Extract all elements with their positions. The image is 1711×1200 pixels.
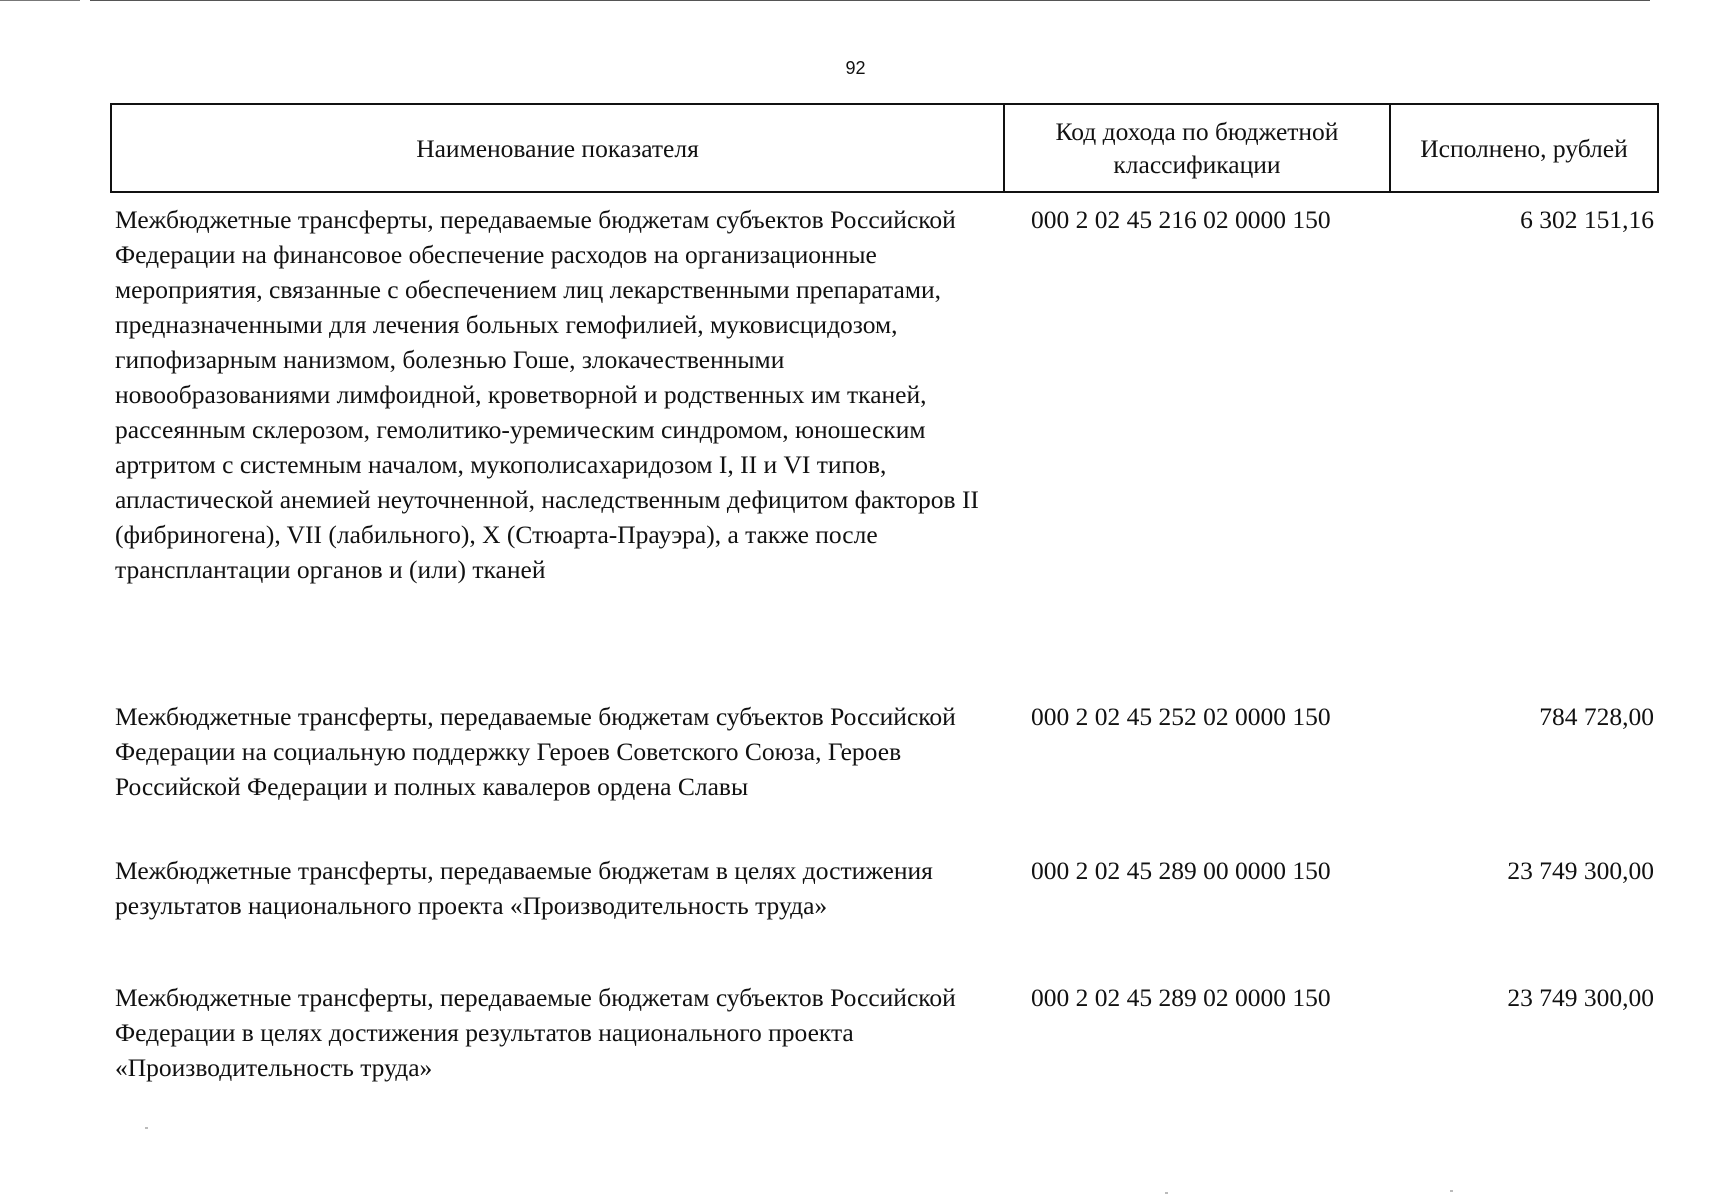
indicator-name-cell: Межбюджетные трансферты, передаваемые бюджетам субъектов Российской Федерации на социальную поддержку Героев Советского Союза, Героев Российской Федерации и полных кавалеров ордена Славы bbox=[115, 702, 956, 801]
executed-amount-cell: 23 749 300,00 bbox=[1507, 856, 1654, 885]
income-code-cell: 000 2 02 45 289 02 0000 150 bbox=[1031, 983, 1331, 1012]
page-number: 92 bbox=[845, 58, 866, 78]
executed-amount-cell: 23 749 300,00 bbox=[1507, 983, 1654, 1012]
scan-top-edge bbox=[90, 0, 1650, 1]
income-code-cell: 000 2 02 45 289 00 0000 150 bbox=[1031, 856, 1331, 885]
scan-speck bbox=[1450, 1190, 1453, 1192]
scan-speck bbox=[145, 1127, 148, 1129]
indicator-name-cell: Межбюджетные трансферты, передаваемые бюджетам субъектов Российской Федерации в целях достижения результатов национального проекта «Производительность труда» bbox=[115, 983, 956, 1082]
indicator-name-cell: Межбюджетные трансферты, передаваемые бюджетам в целях достижения результатов национального проекта «Производительность труда» bbox=[115, 856, 933, 920]
table-row bbox=[111, 844, 1658, 971]
executed-amount-cell: 784 728,00 bbox=[1539, 702, 1654, 731]
budget-income-table bbox=[110, 103, 1659, 1100]
income-code-cell: 000 2 02 45 252 02 0000 150 bbox=[1031, 702, 1331, 731]
table-row bbox=[111, 192, 1658, 690]
header-income-code: Код дохода по бюджетной классификации bbox=[1004, 104, 1390, 192]
table-row bbox=[111, 690, 1658, 844]
scan-top-edge-left bbox=[0, 0, 80, 1]
indicator-name-cell: Межбюджетные трансферты, передаваемые бюджетам субъектов Российской Федерации на финансовое обеспечение расходов на организационные мероприятия, связанные с обеспечением лиц лекарственными препаратами, предназначенными для лечения больных гемофилией, муковисцидозом, гипофизарным нанизмом, болезнью Гоше, злокачественными новообразованиями лимфоидной, кроветворной и родственных им тканей, рассеянным склерозом, гемолитико-уремическим синдромом, юношеским артритом с системным началом, мукополисахаридозом I, II и VI типов, апластической анемией неуточненной, наследственным дефицитом факторов II (фибриногена), VII (лабильного), X (Стюарта-Прауэра), а также после трансплантации органов и (или) тканей bbox=[115, 205, 979, 584]
header-indicator-name: Наименование показателя bbox=[111, 104, 1004, 192]
income-code-cell: 000 2 02 45 216 02 0000 150 bbox=[1031, 205, 1331, 234]
table-row bbox=[111, 971, 1658, 1100]
table-header-row bbox=[111, 104, 1658, 192]
executed-amount-cell: 6 302 151,16 bbox=[1520, 205, 1654, 234]
header-executed-amount: Исполнено, рублей bbox=[1390, 104, 1658, 192]
scan-speck bbox=[1165, 1192, 1168, 1194]
